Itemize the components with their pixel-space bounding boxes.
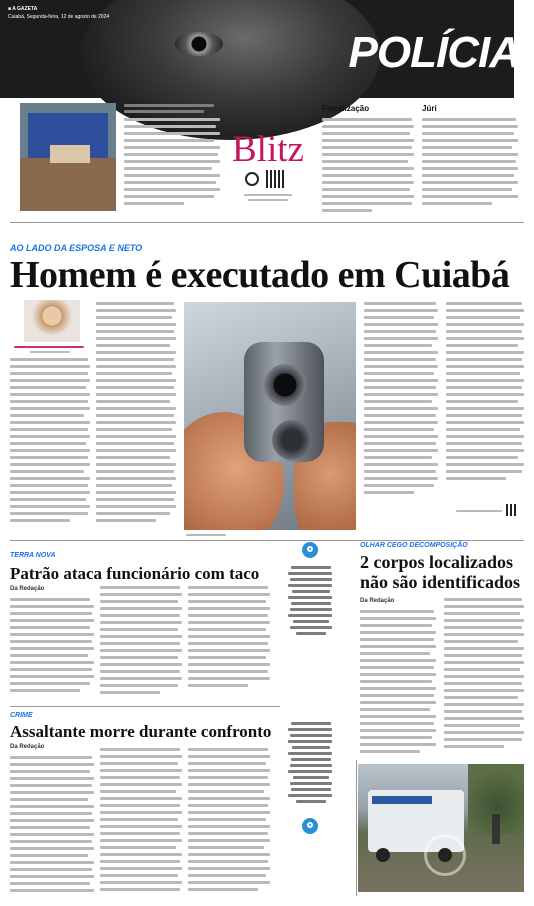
divider [10,540,524,541]
social-icon [302,818,318,834]
story3-kicker: OLHAR CEGO DECOMPOSIÇÃO [360,542,468,549]
story2-byline: Da Redação [10,586,45,592]
whatsapp-icon [245,172,259,186]
blitz-col-heading-fiscalizacao: Fiscalização [322,104,370,113]
banner-photo-face [80,0,380,98]
story3-headline-line2: não são identificados [360,572,521,592]
main-kicker: AO LADO DA ESPOSA E NETO [10,243,143,253]
divider [356,760,357,896]
story4-byline: Da Redação [10,744,45,750]
qr-code-small [506,504,518,516]
qr-code [266,170,284,188]
social-icon [302,542,318,558]
story3-byline: Da Redação [360,598,395,604]
newspaper-logo: ■ A GAZETA [8,6,38,12]
edition-date: Cuiabá, Segunda-feira, 12 de agosto de 2024 [8,14,110,20]
story4-headline: Assaltante morre durante confronto [10,722,272,741]
divider [10,706,280,707]
section-title: POLÍCIA [348,28,520,77]
main-headline: Homem é executado em Cuiabá [10,254,510,296]
blitz-photo [20,103,116,211]
section-banner [0,0,520,98]
author-photo [24,300,80,342]
blitz-col-heading-juri: Júri [422,104,437,113]
police-van-photo [358,764,524,892]
story2-headline: Patrão ataca funcionário com taco [10,564,260,583]
banner-photo-eye [175,32,223,56]
gun-photo [184,302,356,530]
story3-headline-line1: 2 corpos localizados [360,552,513,572]
story4-kicker: CRIME [10,712,33,719]
blitz-title: Blitz [232,129,304,170]
story2-kicker: TERRA NOVA [10,552,56,559]
divider [10,222,524,223]
